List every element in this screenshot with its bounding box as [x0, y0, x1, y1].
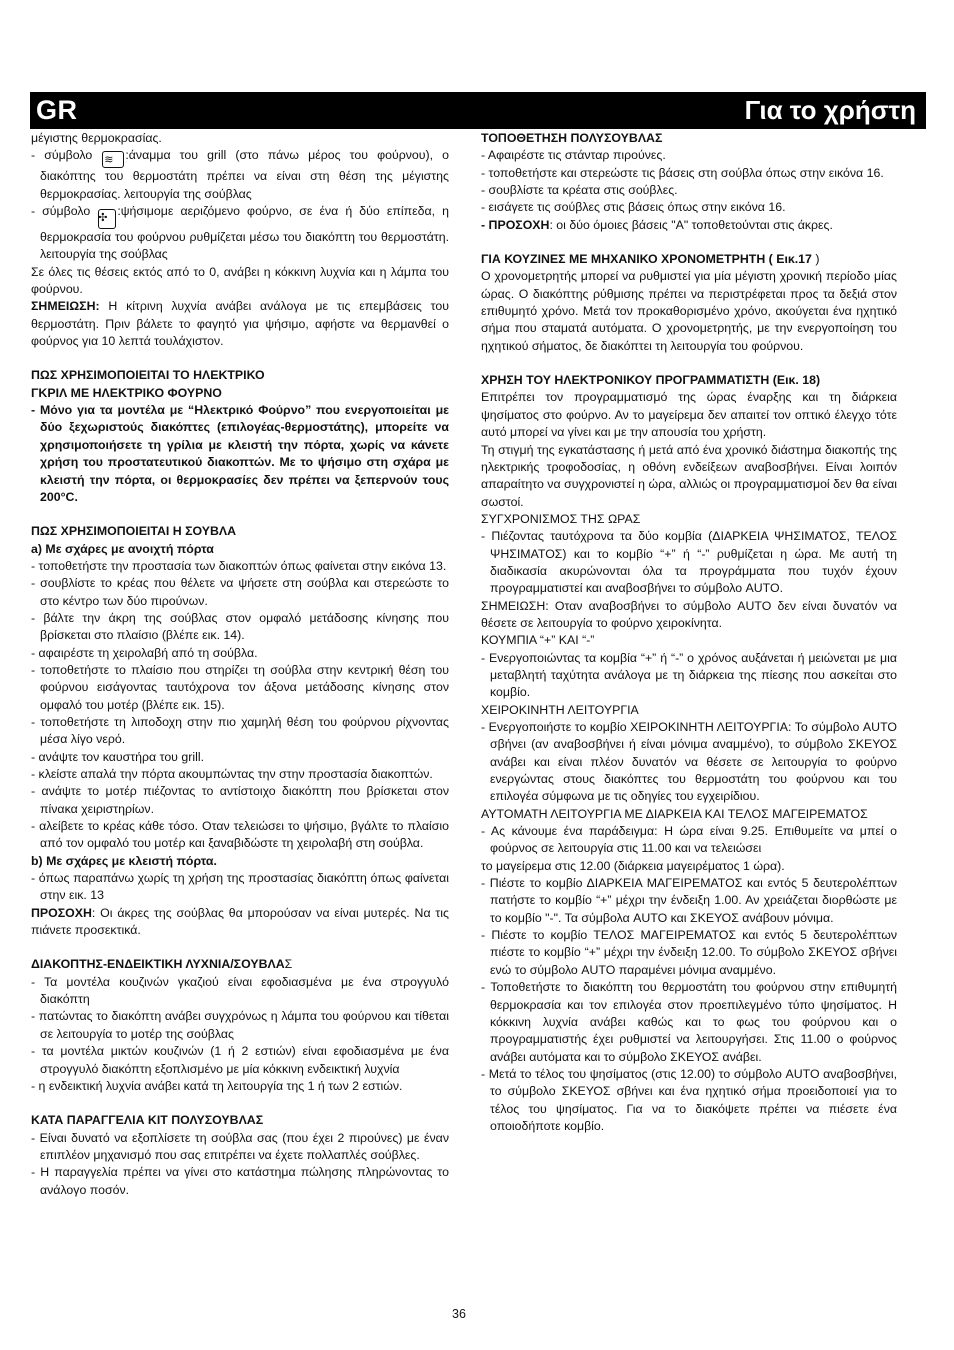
list-item: - Πιέστε το κομβίο ΤΕΛΟΣ ΜΑΓΕΙΡΕΜΑΤΟΣ και εντός 5 δευτερολέπτων πιέστε το κομβίο “+” μέχρι την ένδειξη 12.00. Το σύμβολο ΣΚΕΥΟΣ σβήνει ενώ το σύμβολο AUTO παραμένει μόνιμα αναμμένο.	[481, 928, 897, 977]
list-item: - Τοποθετήστε το διακόπτη του θερμοστάτη του φούρνου στην επιθυμητή θερμοκρασία και τον επιλογέα στον προεπιλεγμένο τύπο ψησίματος. Η κόκκινη λυχνία ανάβει καθώς και το φως του φούρνου και ο προγραμματιστής έχει ρυθμιστεί να λειτουργήσει. Στις 11.00 ο φούρνος ανάβει αυτόματα και το σύμβολο ΣΚΕΥΟΣ ανάβει.	[481, 980, 897, 1064]
page-header-bar	[30, 92, 926, 129]
section-heading: ΠΩΣ ΧΡΗΣΙΜΟΠΟΙΕΙΤΑΙ Η ΣΟΥΒΛΑ	[31, 524, 237, 539]
list-item: - αφαιρέστε τη χειρολαβή από τη σούβλα.	[31, 645, 258, 660]
list-item: - Μόνο για τα μοντέλα με “Ηλεκτρικό Φούρνο” που ενεργοποιείται με δύο ξεχωριστούς διακόπτες (επιλογέας-θερμοστάτης), μπορείτε να χρησιμοποιήσετε τη γρίλια με κλειστή την πόρτα, χωρίς να κάνετε χρήση του προστατευτικού διακοπτών. Με το ψήσιμο στη σχάρα με κλειστή την πόρτα, οι θερμοκρασίες δεν πρέπει να ξεπερνούν τους 200°C.	[31, 403, 449, 504]
list-item: - τοποθετήστε τη λιποδοχη στην πιο χαμηλή θέση του φούρνου ρίχνοντας μέσα λίγο νερό.	[31, 714, 449, 747]
list-item: - ανάψτε τον καυστήρα του grill.	[31, 749, 204, 764]
list-item: - Ενεργοποιώντας τα κομβία “+” ή “-” ο χρόνος αυξάνεται ή μειώνεται με μια μεταβλητή ταχύτητα ανάλογα με τη διάρκεια της πίεσης που ασκείται στο κομβίο.	[481, 650, 897, 700]
section-heading: ΧΡΗΣΗ ΤΟΥ ΗΛΕΚΤΡΟΝΙΚΟΥ ΠΡΟΓΡΑΜΜΑΤΙΣΤΗ (Εικ. 18)	[481, 373, 821, 388]
list-item: - κλείστε απαλά την πόρτα ακουμπώντας την στην προστασία διακοπτών.	[31, 767, 433, 781]
list-item: - Πιέστε το κομβίο ΔΙΑΡΚΕΙΑ ΜΑΓΕΙΡΕΜΑΤΟΣ και εντός 5 δευτερολέπτων πατήστε το κομβίο “+” μέχρι την ένδειξη 1.00. Αν χρειάζεται διορθώστε με το κομβίο "-". Τα σύμβολα AUTO και ΣΚΕΥΟΣ ανάβουν μόνιμα.	[481, 876, 897, 925]
paragraph: Ο χρονομετρητής μπορεί να ρυθμιστεί για μία μέγιστη χρονική περίοδο μίας ώρας. Ο διακόπτης ρύθμισης πρέπει να περιστρέφεται προς τα δεξιά στον επιθυμητό χρόνο. Μετά τον προκαθορισμένο χρόνο, ακούγεται ένα ηχητικό σήμα που σταματά αυτόματα. Ο χρονομετρητής, με την ενεργοποίηση του ηχητικού σήματος, δε διακόπτει τη λειτουργία του φούρνου.	[481, 269, 897, 353]
list-item: - Πιέζοντας ταυτόχρονα τα δύο κομβία (ΔΙΑΡΚΕΙΑ ΨΗΣΙΜΑΤΟΣ, ΤΕΛΟΣ ΨΗΣΙΜΑΤΟΣ) και το κομβίο “+” ή “-” ρυθμίζεται η ώρα. Με αυτή τη διαδικασία ακυρώνονται όλα τα προγράμματα που τυχόν έχουν προγραμματιστεί και αναβοσβήνει το σύμβολο AUTO.	[481, 529, 897, 596]
list-item: - τοποθετήστε και στερεώστε τις βάσεις στη σούβλα όπως στην εικόνα 16.	[481, 165, 884, 180]
section-heading: ΓΚΡΙΛ ΜΕ ΗΛΕΚΤΡΙΚΟ ΦΟΥΡΝΟ	[31, 385, 222, 400]
note-paragraph: ΣΗΜΕΙΩΣΗ: Οταν αναβοσβήνει το σύμβολο AUTO δεν είναι δυνατόν να θέσετε σε λειτουργία το φούρνο χειροκίνητα.	[481, 598, 897, 630]
left-column	[31, 130, 449, 1199]
list-item	[31, 147, 449, 203]
section-heading: ΓΙΑ ΚΟΥΖΙΝΕΣ ΜΕ ΜΗΧΑΝΙΚΟ ΧΡΟΝΟΜΕΤΡΗΤΗ ( Εικ.17	[481, 252, 812, 267]
list-item: - τα μοντέλα μικτών κουζινών (1 ή 2 εστιών) είναι εφοδιασμένα με ένα στρογγυλό διακόπτη εξοπλισμένο με μία κόκκινη ενδεικτική λυχνία	[31, 1044, 449, 1076]
section-heading-tail: )	[811, 252, 820, 267]
paragraph: μέγιστης θερμοκρασίας.	[31, 131, 162, 145]
fan-oven-icon: ✣	[98, 209, 116, 229]
paragraph: Σε όλες τις θέσεις εκτός από το 0, ανάβει η κόκκινη λυχνία και η λάμπα του φούρνου.	[31, 264, 449, 297]
language-code: GR	[36, 95, 78, 125]
list-item: - τοποθετήστε την προστασία των διακοπτών όπως φαίνεται στην εικόνα 13.	[31, 558, 447, 573]
section-heading: ΤΟΠΟΘΕΤΗΣΗ ΠΟΛΥΣΟΥΒΛΑΣ	[481, 131, 663, 145]
list-item	[31, 203, 449, 264]
list-item-text: :άναμμα του grill (στο πάνω μέρος του φούρνου), ο διακόπτης του θερμοστάτη πρέπει να είναι στη θέση της μέγιστης θερμοκρασίας. λειτουργία της σούβλας	[40, 148, 449, 201]
list-item: - πατώντας το διακόπτη ανάβει συγχρόνως η λάμπα του φούρνου και τίθεται σε λειτουργία το μοτέρ της σούβλας	[31, 1009, 449, 1041]
list-item: - τοποθετήστε το πλαίσιο που στηρίζει τη σούβλα στην κεντρική θέση του φούρνου εισάγοντας ταυτόχρονα τον άξονα μετάδοσης κίνησης στον ομφαλό του μοτέρ (βλέπε εικ. 15).	[31, 662, 449, 712]
list-item-lead: - σύμβολο	[31, 148, 93, 163]
page-number: 36	[452, 1307, 466, 1321]
section-heading-tail: Σ	[284, 957, 293, 972]
section-heading-line	[31, 956, 449, 973]
list-item-text: :ψήσιμομε αεριζόμενο φούρνο, σε ένα ή δύο επίπεδα, η θερμοκρασία του φούρνου ρυθμίζεται μέσω του διακόπτη του θερμοστάτη. λειτουργία της σούβλας	[40, 204, 449, 262]
warning-label: ΠΡΟΣΟΧΗ	[31, 905, 92, 920]
list-item: - Αφαιρέστε τις στάνταρ πιρούνες.	[481, 148, 666, 163]
list-item: - αλείβετε το κρέας κάθε τόσο. Οταν τελειώσει το ψήσιμο, βγάλτε το πλαίσιο από τον ομφαλό του μοτέρ και ξαναβιδώστε τη χειρολαβή στη σούβλα.	[31, 819, 449, 851]
list-item: - ανάψτε το μοτέρ πιέζοντας το αντίστοιχο διακόπτη που βρίσκεται στον πίνακα χειριστηρίων.	[31, 784, 449, 816]
sub-heading: b) Με σχάρες με κλειστή πόρτα.	[31, 853, 217, 868]
sub-heading: ΣΥΓΧΡΟΝΙΣΜΟΣ ΤΗΣ ΩΡΑΣ	[481, 511, 641, 526]
warning-item	[481, 217, 897, 234]
section-heading: ΔΙΑΚΟΠΤΗΣ-ΕΝΔΕΙΚΤΙΚΗ ΛΥΧΝΙΑ/ΣΟΥΒΛΑ	[31, 957, 285, 972]
note-paragraph	[31, 298, 449, 350]
section-heading: ΚΑΤΑ ΠΑΡΑΓΓΕΛΙΑ ΚΙΤ ΠΟΛΥΣΟΥΒΛΑΣ	[31, 1113, 264, 1128]
warning-paragraph	[31, 905, 449, 940]
list-item: - εισάγετε τις σούβλες στις βάσεις όπως στην εικόνα 16.	[481, 200, 786, 215]
list-item: - σουβλίστε το κρέας που θέλετε να ψήσετε στη σούβλα και στερεώστε το στο κέντρο των δύο πιρούνων.	[31, 576, 449, 608]
sub-heading: ΑΥΤΟΜΑΤΗ ΛΕΙΤΟΥΡΓΙΑ ΜΕ ΔΙΑΡΚΕΙΑ ΚΑΙ ΤΕΛΟΣ ΜΑΓΕΙΡΕΜΑΤΟΣ	[481, 806, 868, 821]
page-title: Για το χρήστη	[744, 95, 916, 125]
paragraph: το μαγείρεμα στις 12.00 (διάρκεια μαγειρέματος 1 ώρα).	[481, 858, 785, 873]
note-text: Η κίτρινη λυχνία ανάβει ανάλογα με τις επεμβάσεις του θερμοστάτη. Πριν βάλετε το φαγητό για ψήσιμο, αφήστε να θερμανθεί ο φούρνος για 10 λεπτά τουλάχιστον.	[31, 299, 449, 349]
warning-text: : Οι άκρες της σούβλας θα μπορούσαν να είναι μυτερές. Να τις πιάνετε προσεκτικά.	[31, 905, 449, 938]
list-item: - Η παραγγελία πρέπει να γίνει στο κατάστημα πώλησης πληρώνοντας το ανάλογο ποσόν.	[31, 1165, 449, 1197]
list-item: - Μετά το τέλος του ψησίματος (στις 12.00) το σύμβολο AUTO αναβοσβήνει, το σύμβολο ΣΚΕΥΟΣ σβήνει και ένα ηχητικό σήμα προειδοποιεί για το τέλος του ψησίματος. Για να το διακόψετε πρέπει να πιέσετε ένα οποιοδήποτε κομβίο.	[481, 1066, 897, 1133]
section-heading-line	[481, 251, 897, 268]
grill-icon: ≋	[102, 151, 124, 168]
list-item: - σουβλίστε τα κρέατα στις σούβλες.	[481, 183, 678, 198]
section-heading: ΠΩΣ ΧΡΗΣΙΜΟΠΟΙΕΙΤΑΙ ΤΟ ΗΛΕΚΤΡΙΚΟ	[31, 368, 265, 383]
sub-heading: a) Με σχάρες με ανοιχτή πόρτα	[31, 541, 214, 556]
right-column	[481, 130, 897, 1135]
list-item-lead: - σύμβολο	[31, 204, 91, 219]
list-item: - βάλτε την άκρη της σούβλας στον ομφαλό μετάδοσης κίνησης που βρίσκεται στο πλαίσιο (βλέπε εικ. 14).	[31, 610, 449, 643]
note-label: ΣΗΜΕΙΩΣΗ:	[31, 299, 100, 314]
warning-text: : οι δύο όμοιες βάσεις "A" τοποθετούνται στις άκρες.	[549, 217, 833, 232]
paragraph: Τη στιγμή της εγκατάστασης ή μετά από ένα χρονικό διάστημα διακοπής της ηλεκτρικής τροφοδοσίας, η οθόνη ενδείξεων αναβοσβήνει. Είναι λοιπόν απαραίτητο να συγχρονιστεί η ώρα, αλλιώς οι προγραμματισμοί δεν θα είναι σωστοί.	[481, 442, 897, 509]
paragraph: Επιτρέπει τον προγραμματισμό της ώρας έναρξης και τη διάρκεια ψησίματος στο φούρνο. Αν το μαγείρεμα δεν απαιτεί τον οπτικό έλεγχο τότε αυτό μπορεί να γίνει και με την απουσία του χρήστη.	[481, 390, 897, 440]
sub-heading: ΚΟΥΜΠΙΑ “+” ΚΑΙ “-”	[481, 633, 595, 648]
warning-label: - ΠΡΟΣΟΧΗ	[481, 217, 550, 232]
list-item: - η ενδεικτική λυχνία ανάβει κατά τη λειτουργία της 1 ή των 2 εστιών.	[31, 1078, 403, 1093]
list-item: - Είναι δυνατό να εξοπλίσετε τη σούβλα σας (που έχει 2 πιρούνες) με έναν επιπλέον μηχανισμό που σας επιτρέπει να έχετε πολλαπλές σούβλες.	[31, 1130, 449, 1162]
list-item: - όπως παραπάνω χωρίς τη χρήση της προστασίας διακόπτη όπως φαίνεται στην εικ. 13	[31, 871, 449, 903]
sub-heading: ΧΕΙΡΟΚΙΝΗΤΗ ΛΕΙΤΟΥΡΓΙΑ	[481, 702, 639, 717]
list-item: - Ενεργοποιήστε το κομβίο ΧΕΙΡΟΚΙΝΗΤΗ ΛΕΙΤΟΥΡΓΙΑ: Το σύμβολο AUTO σβήνει (αν αναβοσβήνει ή είναι μόνιμα αναμμένο), το σύμβολο ΣΚΕΥΟΣ ανάβει και είναι πλέον δυνατόν να θέσετε σε λειτουργία το φούρνο ενεργώντας στους διακόπτες του θερμοστάτη του φούρνου και του επιλογέα σύμφωνα με τις οδηγίες του εγχειρίδιου.	[481, 720, 897, 804]
list-item: - Ας κάνουμε ένα παράδειγμα: Η ώρα είναι 9.25. Επιθυμείτε να μπεί ο φούρνος σε λειτουργία στις 11.00 και να τελειώσει	[481, 824, 897, 856]
list-item: - Τα μοντέλα κουζινών γκαζιού είναι εφοδιασμένα με ένα στρογγυλό διακόπτη	[31, 974, 449, 1007]
